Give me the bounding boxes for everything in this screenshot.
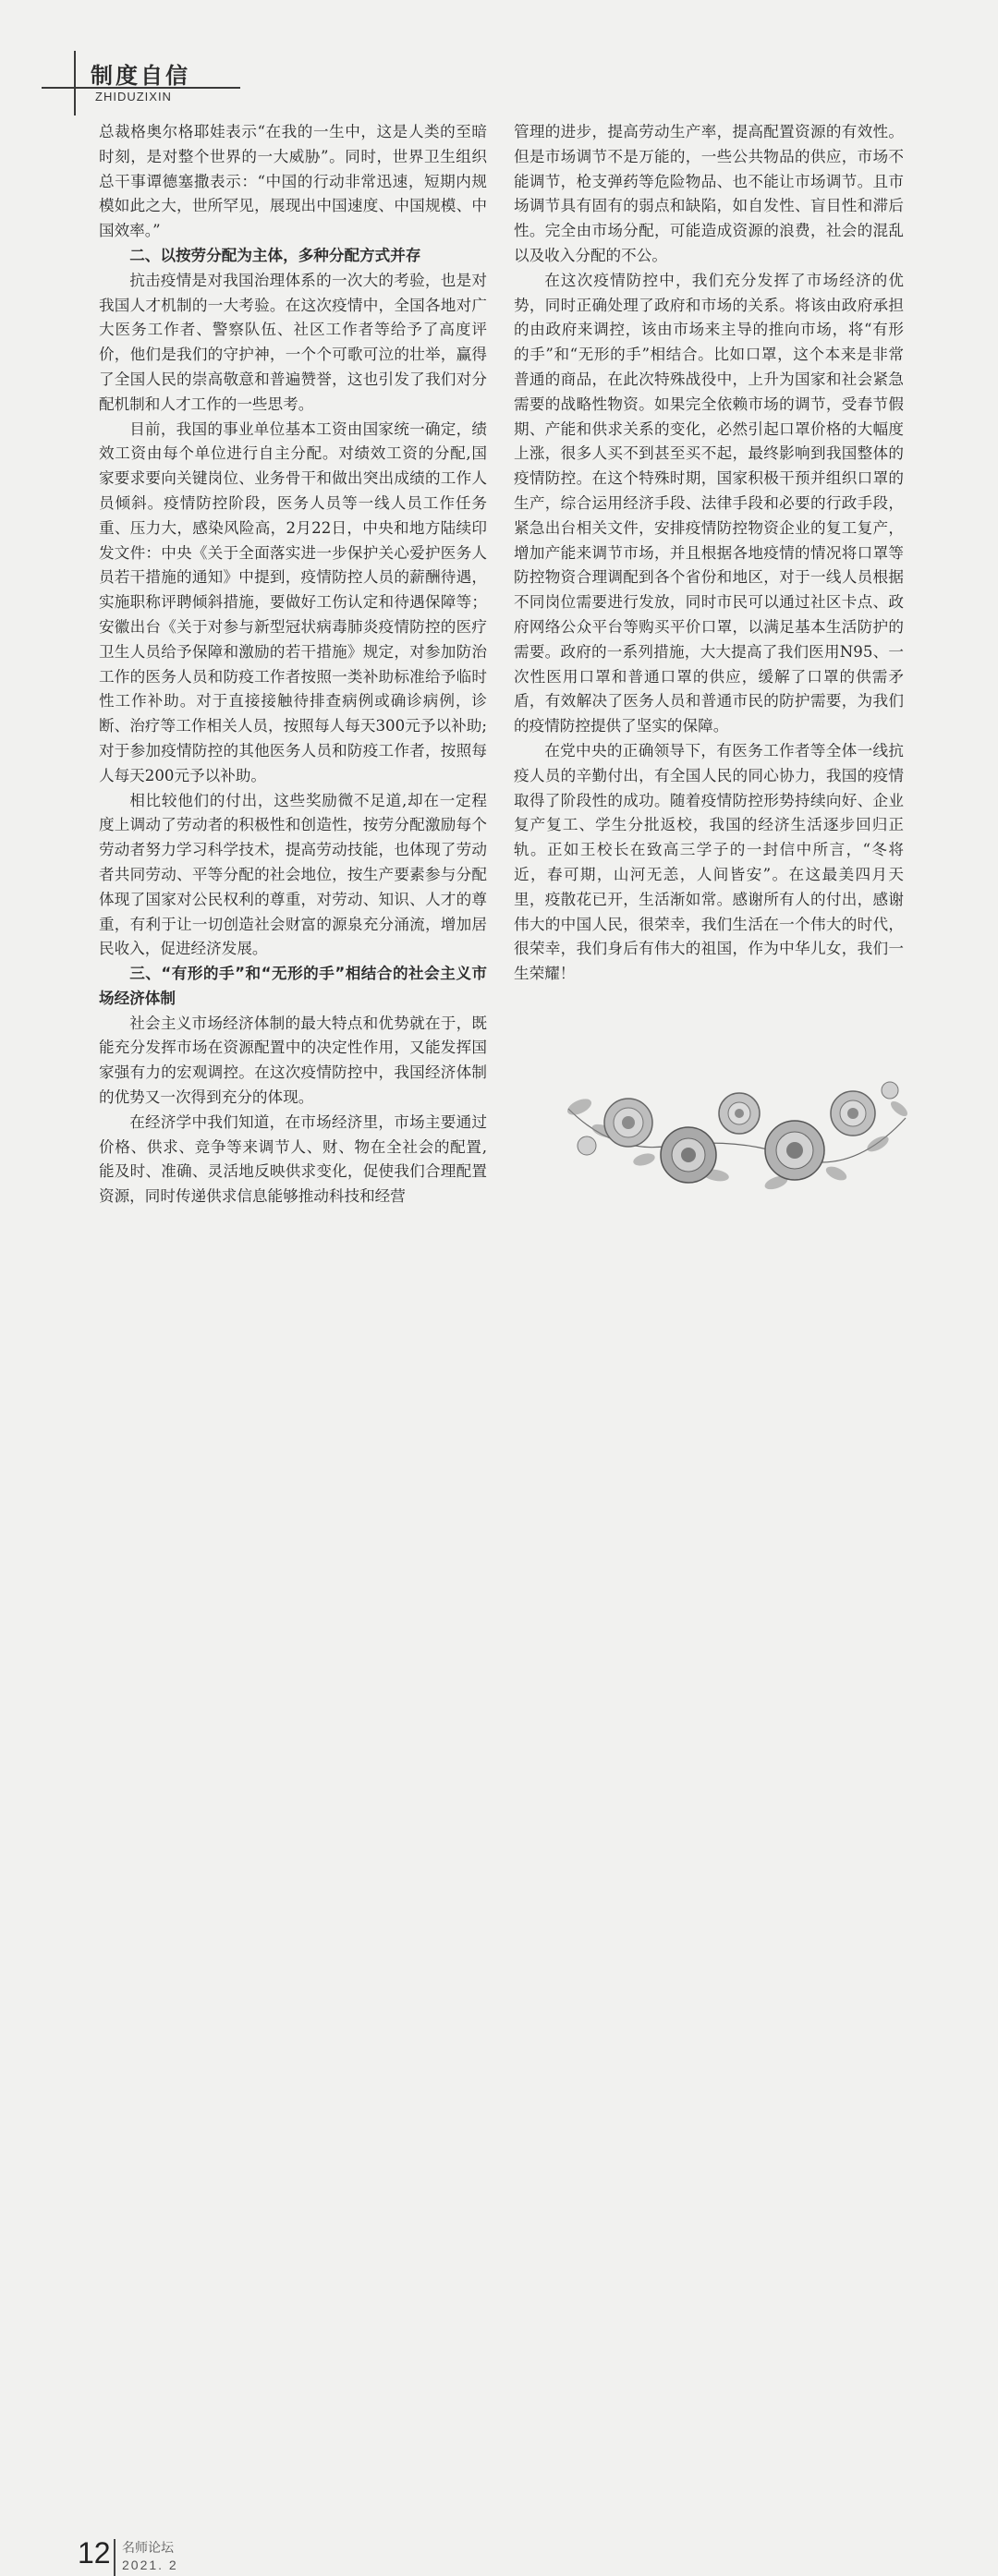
- left-column: [99, 120, 487, 1209]
- page-number: 12: [78, 2536, 111, 2570]
- paragraph: 在党中央的正确领导下，有医务工作者等全体一线抗疫人员的辛勤付出，有全国人民的同心协力，我国的疫情取得了阶段性的成功。随着疫情防控形势持续向好、企业复产复工、学生分批返校，我国的经济生活逐步回归正轨。正如王校长在致高三学子的一封信中所言，“冬将近，春可期，山河无恙，人间皆安”。在这最美四月天里，疫散花已开，生活渐如常。感谢所有人的付出，感谢伟大的中国人民，很荣幸，我们生活在一个伟大的时代，很荣幸，我们身后有伟大的祖国，作为中华儿女，我们一生荣耀！: [514, 741, 904, 983]
- issue-date: 2021. 2: [122, 2558, 178, 2572]
- section-heading-2: 二、以按劳分配为主体，多种分配方式并存: [129, 246, 421, 264]
- paragraph: 相比较他们的付出，这些奖励微不足道,却在一定程度上调动了劳动者的积极性和创造性，按劳分配激励每个劳动者努力学习科学技术，提高劳动技能，也体现了劳动者共同劳动、平等分配的社会地位，按生产要素参与分配体现了国家对公民权利的尊重，对劳动、知识、人才的尊重，有利于让一切创造社会财富的源泉充分涌流，增加居民收入，促进经济发展。: [99, 791, 487, 958]
- paragraph: 抗击疫情是对我国治理体系的一次大的考验，也是对我国人才机制的一大考验。在这次疫情中，全国各地对广大医务工作者、警察队伍、社区工作者等给予了高度评价，他们是我们的守护神，一个个可歌可泣的壮举，赢得了全国人民的崇高敬意和普遍赞誉，这也引发了我们对分配机制和人才工作的一些思考。: [99, 271, 487, 413]
- column-title: 制度自信: [91, 63, 190, 89]
- page-header: [0, 0, 998, 102]
- paragraph: 管理的进步，提高劳动生产率，提高配置资源的有效性。但是市场调节不是万能的，一些公共物品的供应，市场不能调节，枪支弹药等危险物品、也不能让市场调节。且市场调节具有固有的弱点和缺陷，如自发性、盲目性和滞后性。完全由市场分配，可能造成资源的浪费，社会的混乱以及收入分配的不公。: [514, 123, 904, 264]
- paragraph: 目前，我国的事业单位基本工资由国家统一确定，绩效工资由每个单位进行自主分配。对绩效工资的分配,国家要求要向关键岗位、业务骨干和做出突出成绩的工作人员倾斜。疫情防控阶段，医务人员等一线人员工作任务重、压力大，感染风险高，2月22日，中央和地方陆续印发文件：中央《关于全面落实进一步保护关心爱护医务人员若干措施的通知》中提到，疫情防控人员的薪酬待遇，实施职称评聘倾斜措施，要做好工伤认定和待遇保障等；安徽出台《关于对参与新型冠状病毒肺炎疫情防控的医疗卫生人员给予保障和激励的若干措施》规定，对参加防治工作的医务人员和防疫工作者按照一类补助标准给予临时性工作补助。对于直接接触待排查病例或确诊病例，诊断、治疗等工作相关人员，按照每人每天300元予以补助;对于参加疫情防控的其他医务人员和防疫工作者，按照每人每天200元予以补助。: [99, 419, 487, 784]
- paragraph: 在经济学中我们知道，在市场经济里，市场主要通过价格、供求、竞争等来调节人、财、物在全社会的配置,能及时、准确、灵活地反映供求变化，促使我们合理配置资源，同时传递供求信息能够推动科技和经营: [99, 1112, 487, 1206]
- right-column: [514, 120, 904, 987]
- flower-decoration-image: [559, 1072, 915, 1210]
- page-footer: [0, 1266, 998, 2572]
- footer-vertical-rule: [114, 2539, 116, 2576]
- section-heading-3: 三、“有形的手”和“无形的手”相结合的社会主义市场经济体制: [99, 965, 487, 1007]
- paragraph: 社会主义市场经济体制的最大特点和优势就在于，既能充分发挥市场在资源配置中的决定性作用，又能发挥国家强有力的宏观调控。在这次疫情防控中，我国经济体制的优势又一次得到充分的体现。: [99, 1014, 487, 1107]
- header-vertical-rule: [74, 51, 76, 115]
- paragraph: 在这次疫情防控中，我们充分发挥了市场经济的优势，同时正确处理了政府和市场的关系。将该由政府承担的由政府来调控，该由市场来主导的推向市场，将“有形的手”和“无形的手”相结合。比如口罩，这个本来是非常普通的商品，在此次特殊战役中，上升为国家和社会紧急需要的战略性物资。如果完全依赖市场的调节，受春节假期、产能和供求关系的变化，必然引起口罩价格的大幅度上涨，很多人买不到甚至买不起，最终影响到我国整体的疫情防控。在这个特殊时期，国家积极干预并组织口罩的生产，综合运用经济手段、法律手段和必要的行政手段，紧急出台相关文件，安排疫情防控物资企业的复工复产，增加产能来调节市场，并且根据各地疫情的情况将口罩等防控物资合理调配到各个省份和地区，对于一线人员根据不同岗位需要进行发放，同时市民可以通过社区卡点、政府网络公众平台等购买平价口罩，以满足基本生活防护的需要。政府的一系列措施，大大提高了我们医用N95、一次性医用口罩和普通口罩的供应，缓解了口罩的供需矛盾，有效解决了医务人员和普通市民的防护需要，为我们的疫情防控提供了坚实的保障。: [514, 271, 904, 735]
- column-pinyin: ZHIDUZIXIN: [95, 90, 172, 103]
- publication-name: 名师论坛: [122, 2541, 174, 2556]
- paragraph: 总裁格奥尔格耶娃表示“在我的一生中，这是人类的至暗时刻，是对整个世界的一大威胁”。同时，世界卫生组织总干事谭德塞撒表示：“中国的行动非常迅速，短期内规模如此之大，世所罕见，展现出中国速度、中国规模、中国效率。”: [99, 123, 487, 240]
